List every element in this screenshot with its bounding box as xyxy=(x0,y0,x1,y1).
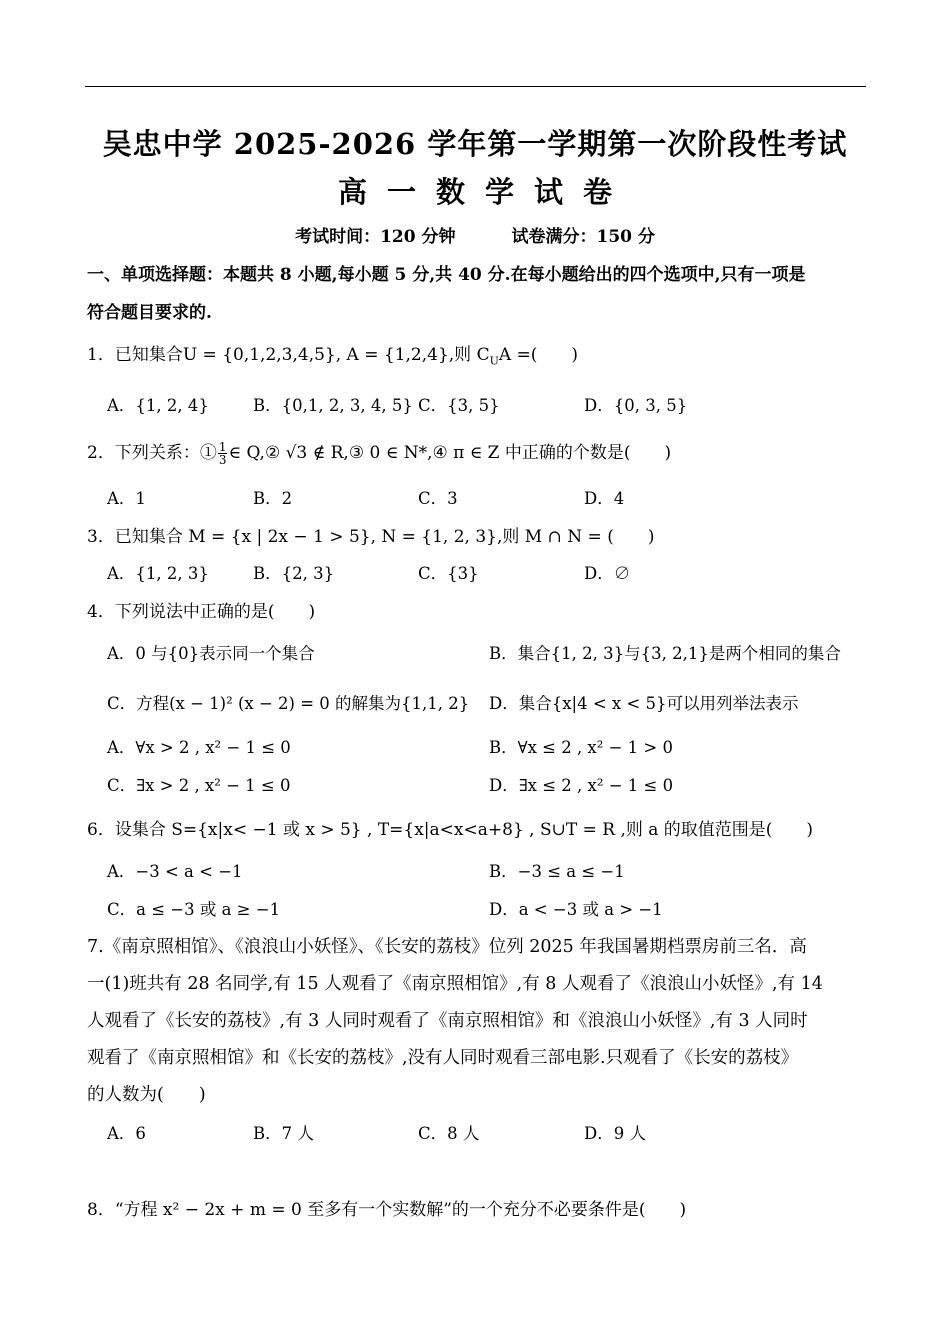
question-4-stem: 4．下列说法中正确的是( ) xyxy=(87,602,316,622)
question-4-option-d: D．集合{x|4 < x < 5}可以用列举法表示 xyxy=(489,694,799,713)
question-3-option-d: D．∅ xyxy=(584,564,631,583)
question-7-line-2: 一(1)班共有 28 名同学,有 15 人观看了《南京照相馆》,有 8 人观看了《浪浪山小妖怪》,有 14 xyxy=(87,974,823,994)
question-3-option-b: B．{2, 3} xyxy=(253,564,335,583)
question-2-stem: 2．下列关系：① $\frac{1}{3}$ ∈ Q,② √3 ∉ R,③ 0 ∈ N*,④ π ∈ Z 中正确的个数是( ) xyxy=(87,440,672,467)
question-7-option-b: B．7 人 xyxy=(253,1124,314,1143)
question-7-line-1: 7.《南京照相馆》、《浪浪山小妖怪》、《长安的荔枝》位列 2025 年我国暑期档票房前三名．高 xyxy=(87,937,807,957)
question-1-option-d: D．{0, 3, 5} xyxy=(584,396,688,415)
question-4-option-b: B．集合{1, 2, 3}与{3, 2,1}是两个相同的集合 xyxy=(489,644,841,663)
question-7-line-3: 人观看了《长安的荔枝》,有 3 人同时观看了《南京照相馆》和《浪浪山小妖怪》,有 3 人同时 xyxy=(87,1011,808,1031)
question-7-line-5: 的人数为( ) xyxy=(87,1085,206,1105)
question-3-option-c: C．{3} xyxy=(418,564,479,583)
question-2-option-a: A．1 xyxy=(107,489,146,508)
question-1-option-b: B．{0,1, 2, 3, 4, 5} xyxy=(253,396,413,415)
question-2-option-b: B．2 xyxy=(253,489,293,508)
question-6-option-c: C．a ≤ −3 或 a ≥ −1 xyxy=(107,900,281,919)
school-title: 吴忠中学 2025-2026 学年第一学期第一次阶段性考试 xyxy=(102,127,848,161)
question-3-stem: 3．已知集合 M = {x | 2x − 1 > 5}, N = {1, 2, 3},则 M ∩ N = ( ) xyxy=(87,527,655,547)
question-7-option-c: C．8 人 xyxy=(418,1124,480,1143)
question-7-option-a: A．6 xyxy=(107,1124,146,1143)
exam-meta xyxy=(0,222,950,247)
full-score: 试卷满分：150 分 xyxy=(511,227,655,247)
question-6-stem: 6．设集合 S={x|x< −1 或 x > 5} , T={x|a<x<a+8} , S∪T = R ,则 a 的取值范围是( ) xyxy=(87,820,814,840)
question-5-option-d: D．∃x ≤ 2 , x² − 1 ≤ 0 xyxy=(489,776,674,795)
question-4-option-c: C．方程(x − 1)² (x − 2) = 0 的解集为{1,1, 2} xyxy=(107,694,470,713)
question-2-option-c: C．3 xyxy=(418,489,458,508)
question-8-stem: 8．“方程 x² − 2x + m = 0 至多有一个实数解”的一个充分不必要条件是( ) xyxy=(87,1200,687,1220)
fraction-one-third: $\frac{1}{3}$ xyxy=(218,440,227,467)
question-6-option-b: B．−3 ≤ a ≤ −1 xyxy=(489,862,625,881)
paper-title: 高一数学试卷 xyxy=(337,175,632,209)
question-6-option-a: A．−3 < a < −1 xyxy=(107,862,243,881)
question-3-option-a: A．{1, 2, 3} xyxy=(107,564,209,583)
question-2-option-d: D．4 xyxy=(584,489,625,508)
question-5-option-a: A．∀x > 2 , x² − 1 ≤ 0 xyxy=(107,738,291,757)
question-7-line-4: 观看了《南京照相馆》和《长安的荔枝》,没有人同时观看三部电影.只观看了《长安的荔枝》 xyxy=(87,1048,799,1068)
question-1-option-a: A．{1, 2, 4} xyxy=(107,396,209,415)
question-4-option-a: A．0 与{0}表示同一个集合 xyxy=(107,644,315,663)
exam-time: 考试时间：120 分钟 xyxy=(295,227,456,247)
question-7-option-d: D．9 人 xyxy=(584,1124,646,1143)
top-divider xyxy=(85,86,866,87)
question-5-option-c: C．∃x > 2 , x² − 1 ≤ 0 xyxy=(107,776,291,795)
question-1-stem: 1．已知集合U = {0,1,2,3,4,5}, A = {1,2,4},则 $C_UA$ =( ) xyxy=(87,345,579,368)
section-heading-line1: 一、单项选择题：本题共 8 小题,每小题 5 分,共 40 分.在每小题给出的四个选项中,只有一项是 xyxy=(87,265,806,285)
question-1-option-c: C．{3, 5} xyxy=(418,396,500,415)
section-heading-line2: 符合题目要求的. xyxy=(87,303,212,323)
question-5-option-b: B．∀x ≤ 2 , x² − 1 > 0 xyxy=(489,738,673,757)
question-6-option-d: D．a < −3 或 a > −1 xyxy=(489,900,663,919)
